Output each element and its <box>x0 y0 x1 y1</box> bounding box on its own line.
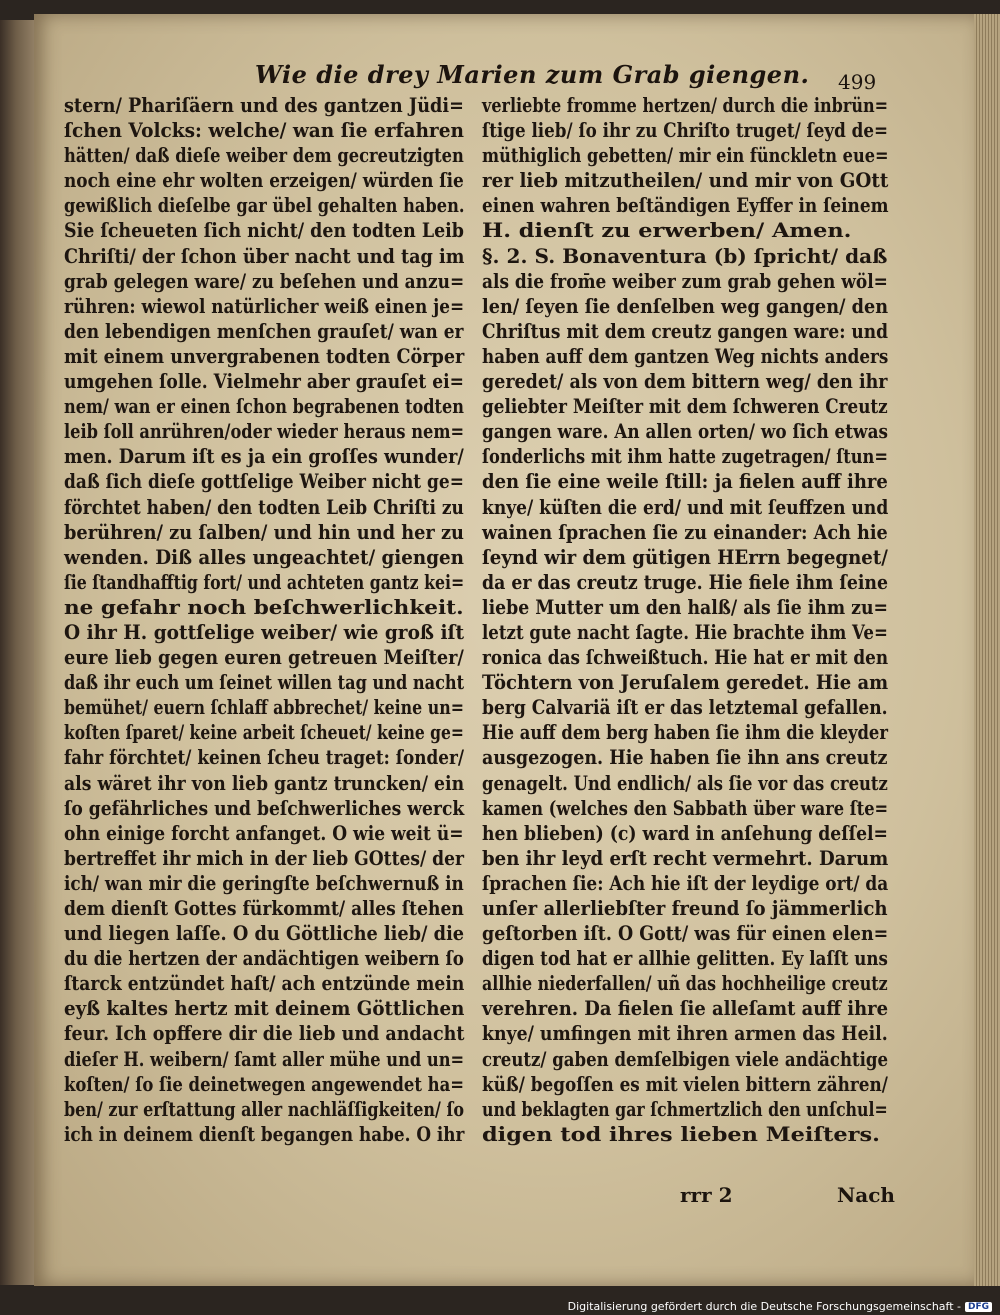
text-line: koſten/ ſo ſie deinetwegen angewendet ha= <box>64 1072 465 1096</box>
text-line: unſer allerliebſter freund ſo jämmerlich <box>482 897 888 920</box>
text-line: Chriſtus mit dem creutz gangen ware: und <box>482 319 889 343</box>
text-line: eure lieb gegen euren getreuen Meiſter/ <box>64 646 464 670</box>
text-line: men. Darum iſt es ja ein groſſes wunder/ <box>64 445 464 469</box>
text-line: hätten/ daß dieſe weiber dem gecreutzigten <box>64 144 464 168</box>
text-line: creutz/ gaben demſelbigen viele andächtige <box>482 1047 889 1071</box>
text-line: kamen (welches den Sabbath über ware ſte= <box>482 796 889 820</box>
text-line: eyß kaltes hertz mit deinem Göttlichen <box>64 997 465 1021</box>
text-line: ne gefahr noch beſchwerlichkeit. <box>64 595 464 619</box>
text-line: dem dienſt Gottes fürkommt/ alles ſtehen <box>64 897 464 920</box>
text-line: geliebter Meiſter mit dem ſchweren Creutz <box>482 395 888 419</box>
text-line: geredet/ als von dem bittern weg/ den ihr <box>482 370 888 394</box>
text-line: ſo gefährliches und beſchwerliches werck <box>64 796 465 820</box>
text-line: und liegen laſſe. O du Göttliche lieb/ die <box>64 922 465 946</box>
text-line: förchtet haben/ den todten Leib Chriſti zu <box>64 495 464 519</box>
text-line: knye/ umfingen mit ihren armen das Heil. <box>482 1022 888 1046</box>
text-line: noch eine ehr wolten erzeigen/ würden ſie <box>64 169 464 193</box>
signature-mark: rrr 2 <box>680 1183 733 1207</box>
text-line: geſtorben iſt. O Gott/ was für einen elen= <box>482 922 889 946</box>
text-line: verliebte fromme hertzen/ durch die inbrün= <box>482 94 889 117</box>
text-line: den lebendigen menſchen grauſet/ wan er <box>64 319 464 343</box>
text-line: daß ihr euch um ſeinet willen tag und nacht <box>64 671 465 695</box>
text-line: knye/ küſten die erd/ und mit ſeuffzen und <box>482 495 889 519</box>
text-line: ben/ zur erſtattung aller nachläſſigkeiten/ ſo <box>64 1097 465 1121</box>
text-line: haben auff dem gantzen Weg nichts anders <box>482 344 889 368</box>
text-line: müthiglich gebetten/ mir ein fünckletn eue= <box>482 144 889 168</box>
text-line: küß/ begoſſen es mit vielen bittern zähren/ <box>482 1072 888 1096</box>
text-line: du die hertzen der andächtigen weibern ſo <box>64 947 464 971</box>
text-line: ben ihr leyd erſt recht vermehrt. Darum <box>482 846 889 870</box>
text-line: und beklagten gar ſchmertzlich den unſchul= <box>482 1097 888 1121</box>
running-header-title: Wie die drey Marien zum Grab giengen. <box>255 60 810 89</box>
text-line: hen blieben) (c) ward in anſehung deſſel= <box>482 821 889 845</box>
text-line: len/ ſeyen ſie denſelben weg gangen/ den <box>482 294 889 318</box>
text-line: mit einem unvergrabenen todten Cörper <box>64 344 465 368</box>
text-line: digen tod ihres lieben Meiſters. <box>482 1122 880 1146</box>
text-line: den ſie eine weile ſtill: ja fielen auff ihre <box>482 470 888 494</box>
text-line: einen wahren beſtändigen Eyffer in ſeinem <box>482 194 889 218</box>
text-line: koſten ſparet/ keine arbeit ſcheuet/ keine ge= <box>64 721 464 745</box>
text-line: §. 2. S. Bonaventura (b) ſpricht/ daß <box>482 244 888 268</box>
text-line: bertreffet ihr mich in der lieb GOttes/ der <box>64 846 465 870</box>
text-line: rühren: wiewol natürlicher weiß einen je= <box>64 294 465 318</box>
text-line: genagelt. Und endlich/ als ſie vor das creutz <box>482 771 888 795</box>
text-line: ſtige lieb/ ſo ihr zu Chriſto truget/ ſeyd de= <box>482 119 889 143</box>
text-line: liebe Mutter um den halß/ als ſie ihm zu= <box>482 595 889 619</box>
text-line: stern/ Phariſäern und des gantzen Jüdi= <box>64 94 464 117</box>
text-line: ronica das ſchweißtuch. Hie hat er mit den <box>482 646 889 670</box>
text-line: wenden. Diß alles ungeachtet/ giengen <box>64 545 464 569</box>
text-line: da er das creutz truge. Hie fiele ihm ſeine <box>482 570 889 594</box>
text-line: bemühet/ euern ſchlaff abbrechet/ keine un= <box>64 696 465 720</box>
text-line: dieſer H. weibern/ ſamt aller mühe und un= <box>64 1047 465 1071</box>
text-line: letzt gute nacht ſagte. Hie brachte ihm Ve= <box>482 620 888 644</box>
text-line: gangen ware. An allen orten/ wo ſich etwas <box>482 420 888 444</box>
digitization-credit <box>568 1300 992 1313</box>
book-right-page-edges <box>974 14 1000 1286</box>
text-line: berühren/ zu ſalben/ und hin und her zu <box>64 520 464 544</box>
text-line: grab gelegen ware/ zu beſehen und anzu= <box>64 269 465 293</box>
text-line: als die from̄e weiber zum grab gehen wöl= <box>482 269 888 293</box>
text-line: ich in deinem dienſt begangen habe. O ihr <box>64 1122 465 1146</box>
text-line: berg Calvariä iſt er das letztemal gefallen. <box>482 696 888 720</box>
text-line: ſtarck entzündet haſt/ ach entzünde mein <box>64 972 465 996</box>
text-line: ſeynd wir dem gütigen HErrn begegnet/ <box>482 545 888 569</box>
text-line: Chriſti/ der ſchon über nacht und tag im <box>64 244 465 268</box>
text-line: leib ſoll anrühren/oder wieder heraus nem= <box>64 420 465 444</box>
text-line: Sie ſcheueten ſich nicht/ den todten Leib <box>64 219 464 243</box>
text-line: daß ſich dieſe gottſelige Weiber nicht ge= <box>64 470 464 494</box>
text-line: digen tod hat er allhie gelitten. Ey laſſt uns <box>482 947 888 971</box>
text-line: H. dienſt zu erwerben/ Amen. <box>482 219 852 243</box>
page-number: 499 <box>838 70 877 94</box>
text-line: wainen ſprachen ſie zu einander: Ach hie <box>482 520 888 544</box>
left-text-column <box>64 93 466 1147</box>
dfg-logo: DFG <box>965 1302 992 1312</box>
text-line: ohn einige forcht anfanget. O wie weit ü= <box>64 821 464 845</box>
text-line: ſie ſtandhafftig fort/ und achteten gantz kei= <box>64 570 465 594</box>
text-line: O ihr H. gottſelige weiber/ wie groß iſt <box>64 620 465 644</box>
text-line: Töchtern von Jeruſalem geredet. Hie am <box>482 671 889 695</box>
text-line: rer lieb mitzutheilen/ und mir von GOtt <box>482 169 889 193</box>
right-text-column <box>482 93 890 1147</box>
text-line: umgehen ſolle. Vielmehr aber grauſet ei= <box>64 370 464 394</box>
text-line: allhie niederfallen/ uñ das hochheilige creutz <box>482 972 888 996</box>
catchword: Nach <box>837 1183 895 1207</box>
text-line: ausgezogen. Hie haben ſie ihn ans creutz <box>482 746 888 770</box>
text-line: Hie auff dem berg haben ſie ihm die kleyder <box>482 721 888 745</box>
text-line: ich/ wan mir die geringſte beſchwernuß in <box>64 871 464 895</box>
text-line: verehren. Da fielen ſie alleſamt auff ihre <box>482 997 889 1021</box>
text-line: gewißlich dieſelbe gar übel gehalten haben. <box>64 194 465 218</box>
credit-text: Digitalisierung gefördert durch die Deutsche Forschungsgemeinschaft - <box>567 1300 961 1313</box>
text-line: ſonderlichs mit ihm hatte zugetragen/ ſtun= <box>482 445 889 469</box>
text-line: feur. Ich opffere dir die lieb und andacht <box>64 1022 465 1046</box>
text-line: nem/ wan er einen ſchon begrabenen todten <box>64 395 464 419</box>
text-line: fahr förchtet/ keinen ſcheu traget: ſonder/ <box>64 746 465 770</box>
text-line: als wäret ihr von lieb gantz truncken/ ein <box>64 771 465 795</box>
text-line: ſprachen ſie: Ach hie iſt der leydige ort/ da <box>482 871 889 895</box>
text-line: ſchen Volcks: welche/ wan ſie erfahren <box>64 119 464 143</box>
